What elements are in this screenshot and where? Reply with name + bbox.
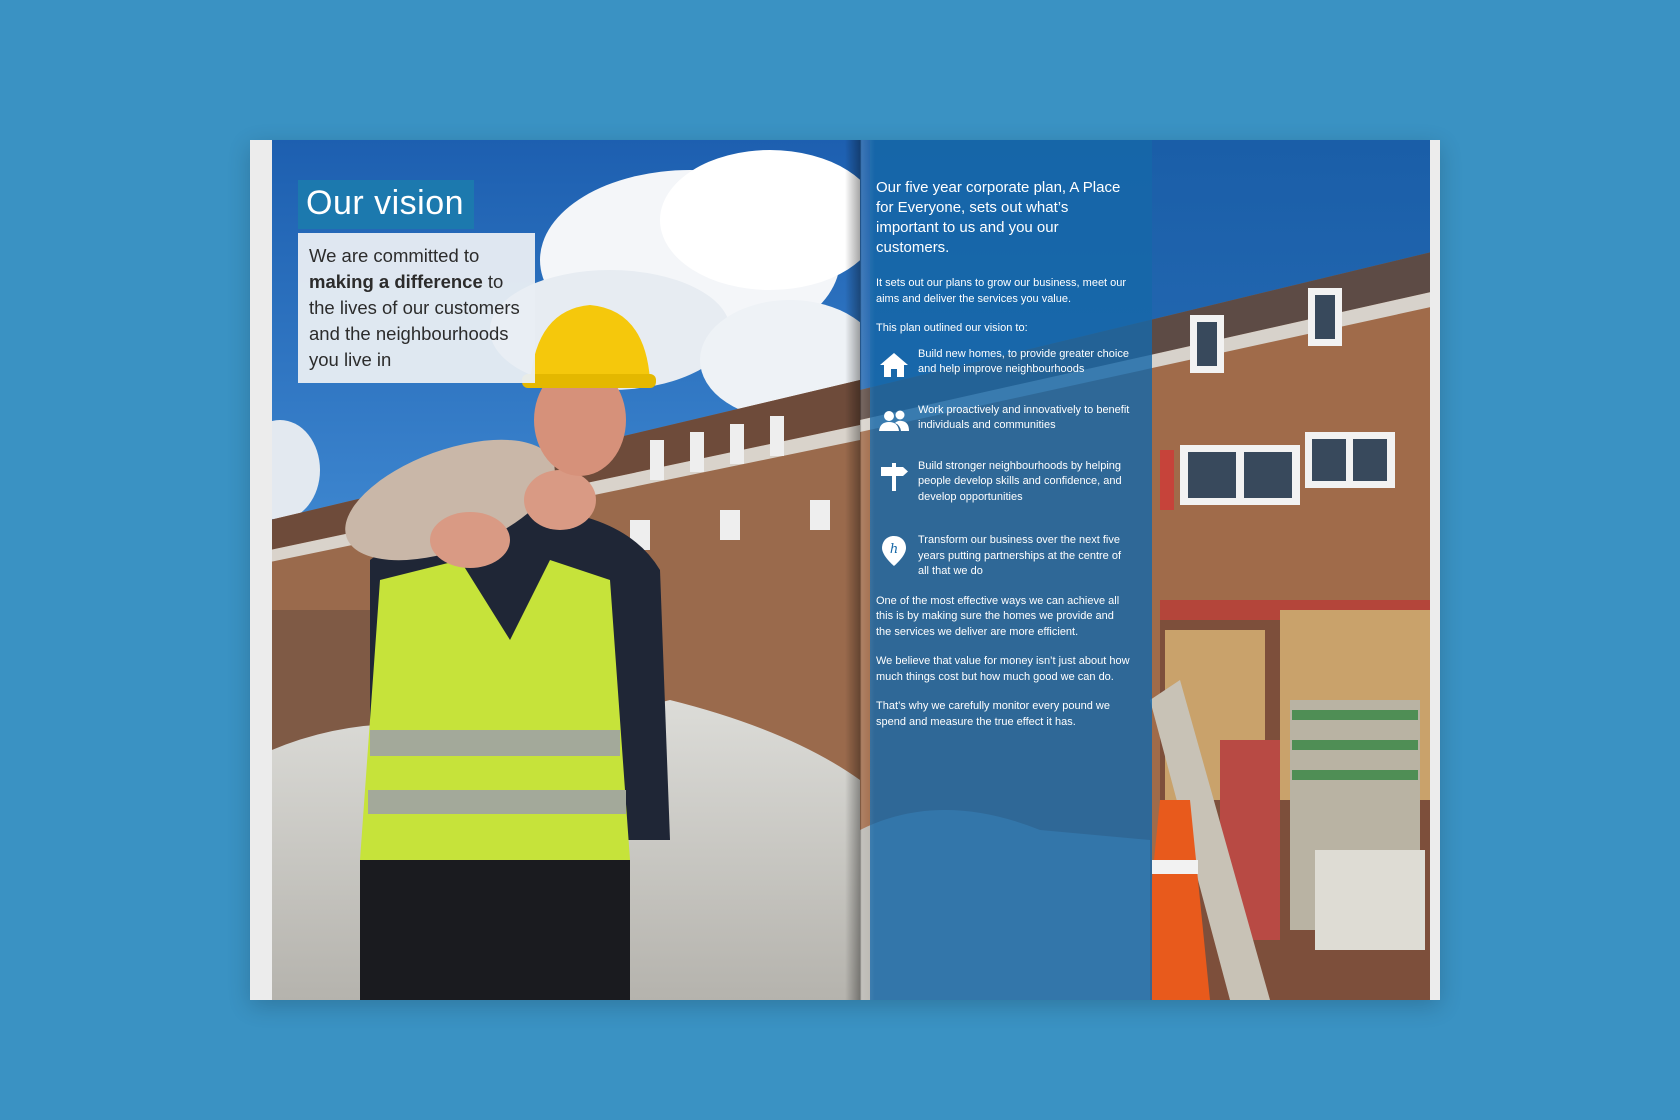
right-page-edge xyxy=(1430,140,1440,1000)
svg-text:h: h xyxy=(889,542,899,557)
vision-highlight: making a difference xyxy=(309,271,483,292)
monitoring-text: That’s why we carefully monitor every pound we spend and measure the true effect it has. xyxy=(876,700,1110,728)
bullet-item xyxy=(876,459,1132,506)
vision-lead: This plan outlined our vision to: xyxy=(876,322,1028,334)
bullet-item xyxy=(876,403,1132,439)
vision-title: Our vision xyxy=(298,180,474,229)
location-pin-icon xyxy=(876,533,912,569)
bullet-text: Work proactively and innovatively to benefit individuals and communities xyxy=(918,403,1130,431)
panel-content xyxy=(876,178,1132,744)
right-page xyxy=(860,140,1440,1000)
intro-text: Our five year corporate plan, A Place for Everyone, sets out what’s important to us and you our customers. xyxy=(876,179,1121,256)
brochure-spread xyxy=(250,140,1440,1000)
spine-gutter xyxy=(845,140,875,1000)
value-text: We believe that value for money isn’t just about how much things cost but how much good we can do. xyxy=(876,655,1130,683)
vision-statement xyxy=(298,233,535,383)
vision-text-start: We are committed to xyxy=(309,245,480,266)
bullet-item xyxy=(876,533,1132,580)
house-icon xyxy=(876,347,912,383)
efficiency-text: One of the most effective ways we can achieve all this is by making sure the homes we provide and the services we deliver are more efficient. xyxy=(876,594,1120,638)
left-page-edge xyxy=(250,140,272,1000)
bullet-text: Transform our business over the next five years putting partnerships at the centre of all that we do xyxy=(918,534,1122,577)
bullet-item xyxy=(876,347,1132,383)
left-page xyxy=(250,140,860,1000)
bullet-text: Build stronger neighbourhoods by helping people develop skills and confidence, and develop opportunities xyxy=(918,459,1122,503)
signpost-icon xyxy=(876,459,912,495)
vision-text-end: to the lives of our customers and the neighbourhoods you live in xyxy=(309,271,520,370)
plan-description: It sets out our plans to grow our business, meet our aims and deliver the services you value. xyxy=(876,277,1127,305)
bullet-text: Build new homes, to provide greater choice and help improve neighbourhoods xyxy=(918,347,1129,375)
people-icon xyxy=(876,403,912,439)
